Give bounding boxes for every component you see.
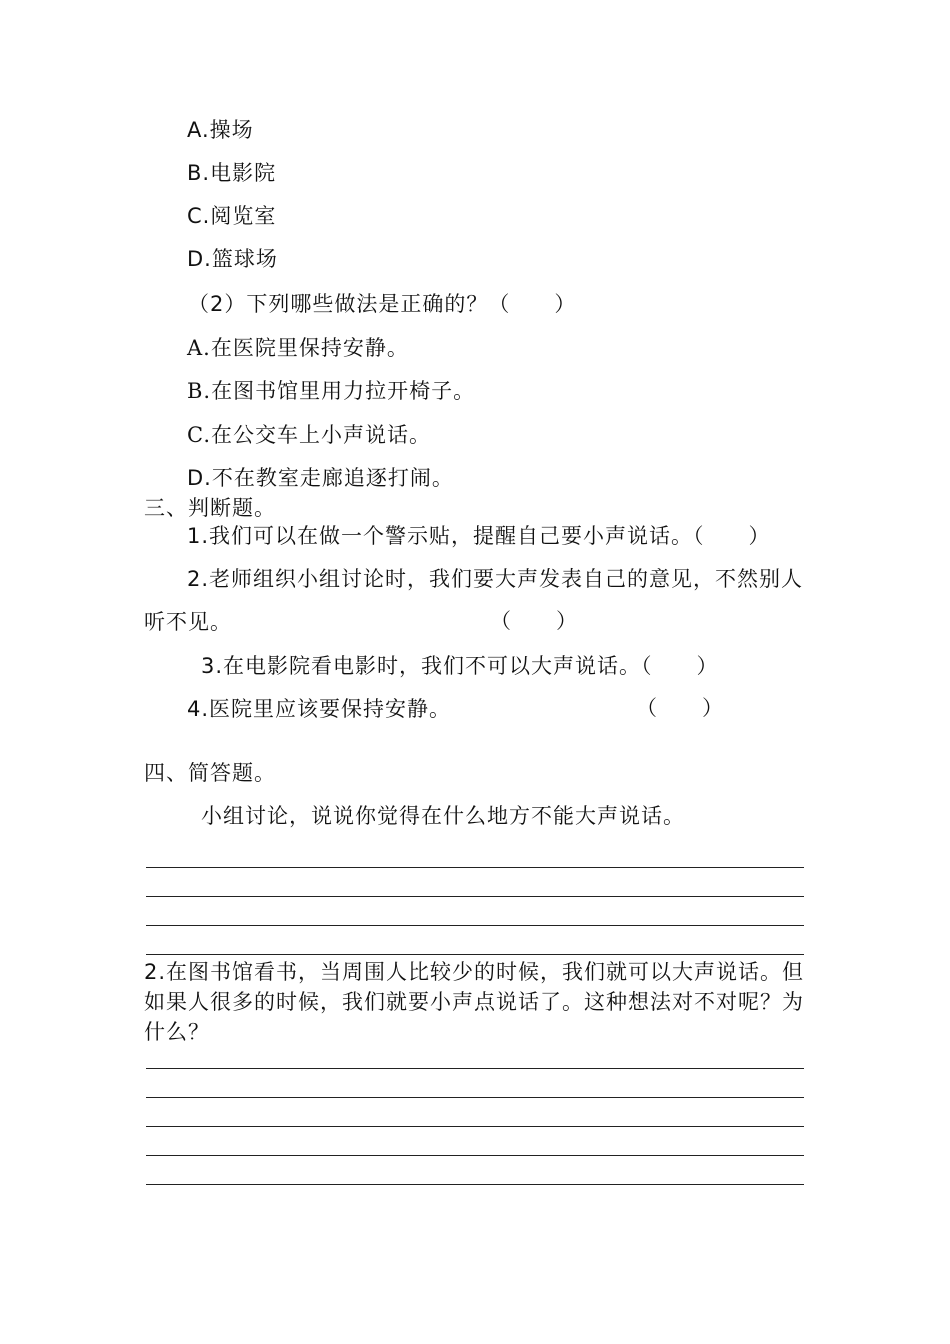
q2-stem: （2）下列哪些做法是正确的？（ ） [188, 292, 577, 316]
answer-line[interactable] [146, 1155, 804, 1156]
section4-heading: 四、简答题。 [144, 761, 276, 785]
q2-option-b: B.在图书馆里用力拉开椅子。 [187, 379, 476, 403]
answer-line[interactable] [146, 925, 804, 926]
tf-item-3: 3.在电影院看电影时，我们不可以大声说话。（ ） [201, 654, 719, 678]
answer-line[interactable] [146, 1126, 804, 1127]
q2-option-d: D.不在教室走廊追逐打闹。 [187, 466, 454, 490]
answer-line[interactable] [146, 896, 804, 897]
tf-item-1: 1.我们可以在做一个警示贴，提醒自己要小声说话。（ ） [187, 524, 771, 548]
short-answer-q2: 2.在图书馆看书，当周围人比较少的时候，我们就可以大声说话。但如果人很多的时候，我们就要小声点说话了。这种想法对不对呢？为什么？ [144, 960, 805, 1044]
answer-line[interactable] [146, 954, 804, 955]
tf-item-4-answer-bracket: （ ） [636, 696, 724, 720]
q1-option-b: B.电影院 [187, 161, 277, 185]
tf-item-2: 2.老师组织小组讨论时，我们要大声发表自己的意见，不然别人 [187, 567, 804, 591]
short-answer-q1: 小组讨论，说说你觉得在什么地方不能大声说话。 [201, 804, 685, 828]
answer-line[interactable] [146, 867, 804, 868]
tf-item-2-answer-bracket: （ ） [490, 609, 578, 633]
q1-option-d: D.篮球场 [187, 247, 278, 271]
tf-item-4: 4.医院里应该要保持安静。 [187, 697, 452, 721]
answer-line[interactable] [146, 1184, 804, 1185]
section3-heading: 三、判断题。 [144, 496, 276, 520]
q2-option-c: C.在公交车上小声说话。 [187, 423, 431, 447]
tf-item-2-continued: 听不见。 [144, 610, 232, 634]
answer-line[interactable] [146, 1068, 804, 1069]
answer-line[interactable] [146, 1097, 804, 1098]
q1-option-c: C.阅览室 [187, 204, 277, 228]
q1-option-a: A.操场 [187, 118, 254, 142]
q2-option-a: A.在医院里保持安静。 [187, 336, 409, 360]
